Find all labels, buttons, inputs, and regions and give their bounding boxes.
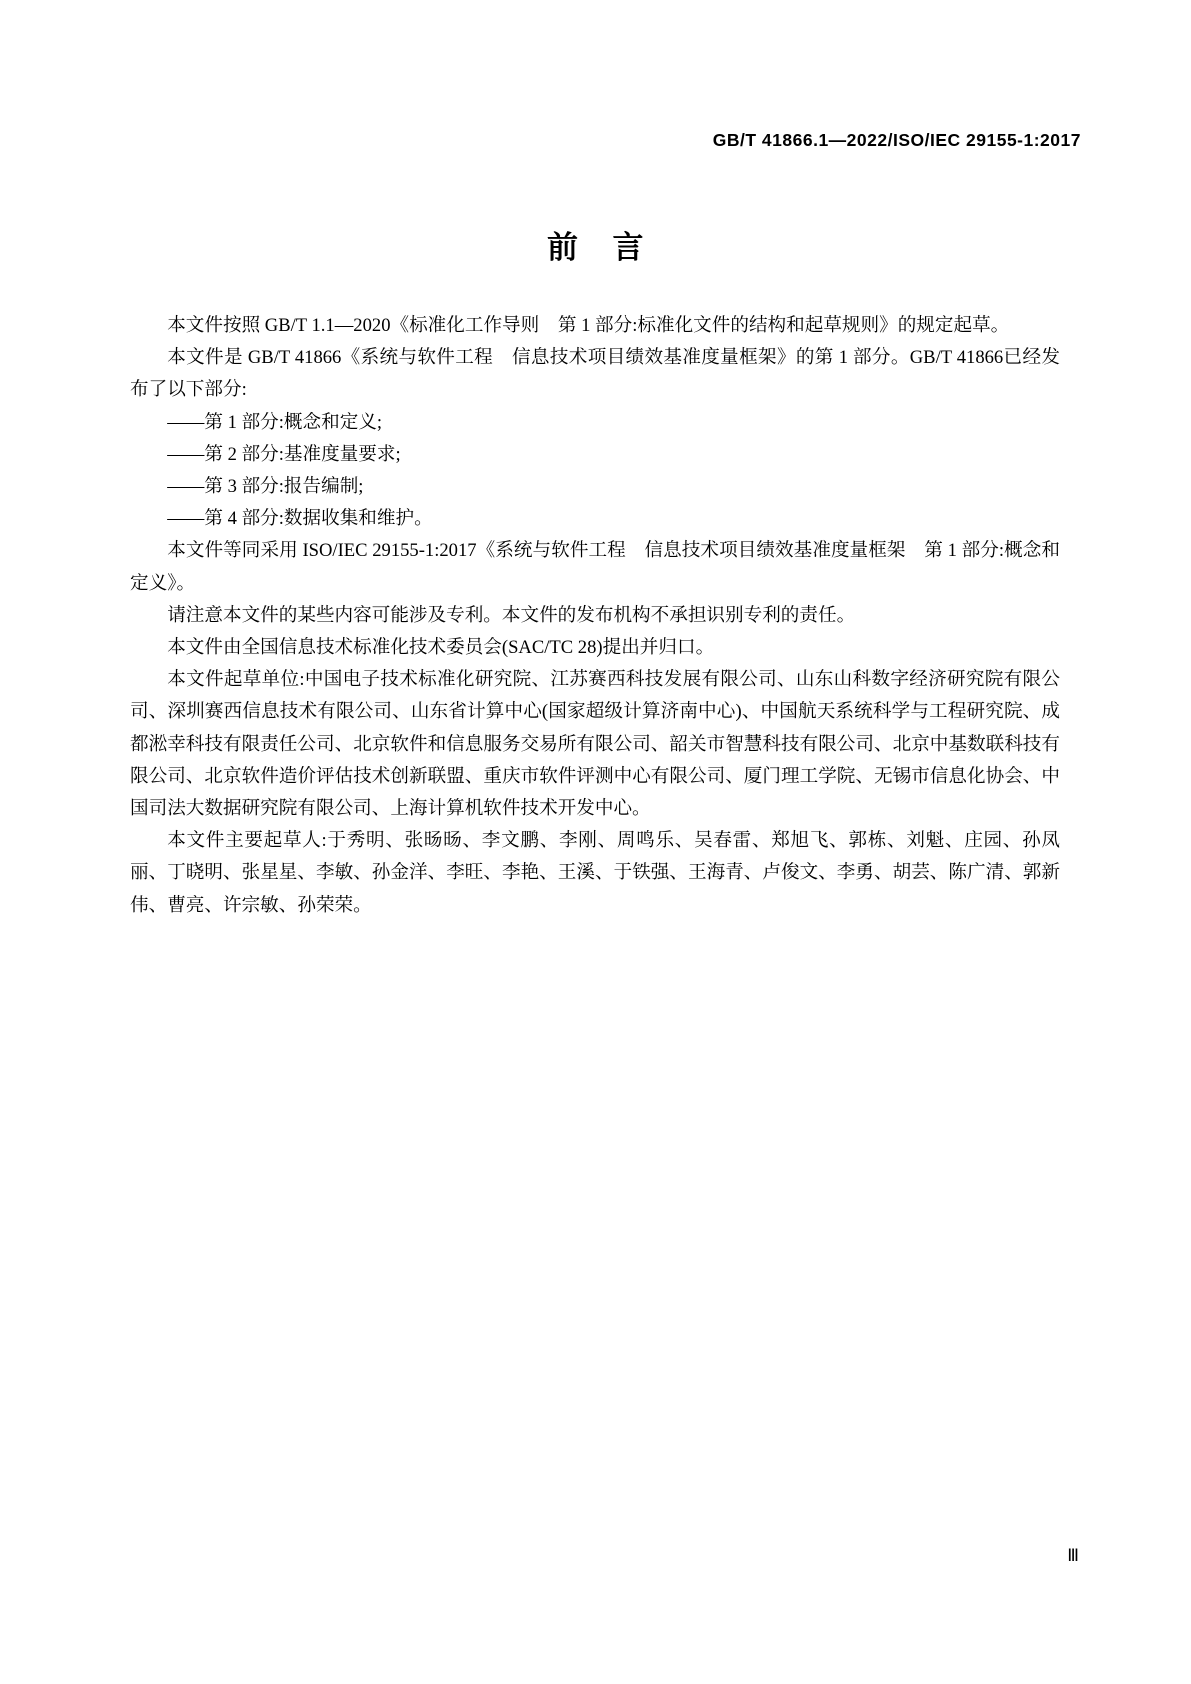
paragraph: 请注意本文件的某些内容可能涉及专利。本文件的发布机构不承担识别专利的责任。 [167,604,856,626]
list-item: ——第 4 部分:数据收集和维护。 [167,508,433,530]
page-title-left: 前 [547,230,579,265]
page-number: Ⅲ [1067,1546,1079,1565]
paragraph: 本文件等同采用 ISO/IEC 29155-1:2017《系统与软件工程 信息技术项目绩效基准度量框架 第 1 部分:概念和定义》。 [130,540,1060,594]
list-item: ——第 3 部分:报告编制; [167,476,364,498]
page-title [0,222,1191,267]
paragraph: 本文件起草单位:中国电子技术标准化研究院、江苏赛西科技发展有限公司、山东山科数字经济研究院有限公司、深圳赛西信息技术有限公司、山东省计算中心(国家超级计算济南中心)、中国航天系统科学与工程研究院、成都淞幸科技有限责任公司、北京软件和信息服务交易所有限公司、韶关市智慧科技有限公司、北京中基数联科技有限公司、北京软件造价评估技术创新联盟、重庆市软件评测中心有限公司、厦门理工学院、无锡市信息化协会、中国司法大数据研究院有限公司、上海计算机软件技术开发中心。 [130,669,1060,820]
page-header-standard-id: GB/T 41866.1—2022/ISO/IEC 29155-1:2017 [712,130,1081,150]
page-title-right: 言 [612,230,644,265]
list-item: ——第 1 部分:概念和定义; [167,411,383,433]
paragraph: 本文件按照 GB/T 1.1—2020《标准化工作导则 第 1 部分:标准化文件的结构和起草规则》的规定起草。 [167,315,1010,336]
paragraph: 本文件由全国信息技术标准化技术委员会(SAC/TC 28)提出并归口。 [167,637,715,659]
foreword-body [130,310,1060,922]
list-item: ——第 2 部分:基准度量要求; [167,443,401,465]
paragraph: 本文件主要起草人:于秀明、张旸旸、李文鹏、李刚、周鸣乐、吴春雷、郑旭飞、郭栋、刘魁、庄园、孙凤丽、丁晓明、张星星、李敏、孙金洋、李旺、李艳、王溪、于铁强、王海青、卢俊文、李勇、胡芸、陈广清、郭新伟、曹亮、许宗敏、孙荣荣。 [130,830,1060,916]
paragraph: 本文件是 GB/T 41866《系统与软件工程 信息技术项目绩效基准度量框架》的第 1 部分。GB/T 41866已经发布了以下部分: [130,347,1060,401]
